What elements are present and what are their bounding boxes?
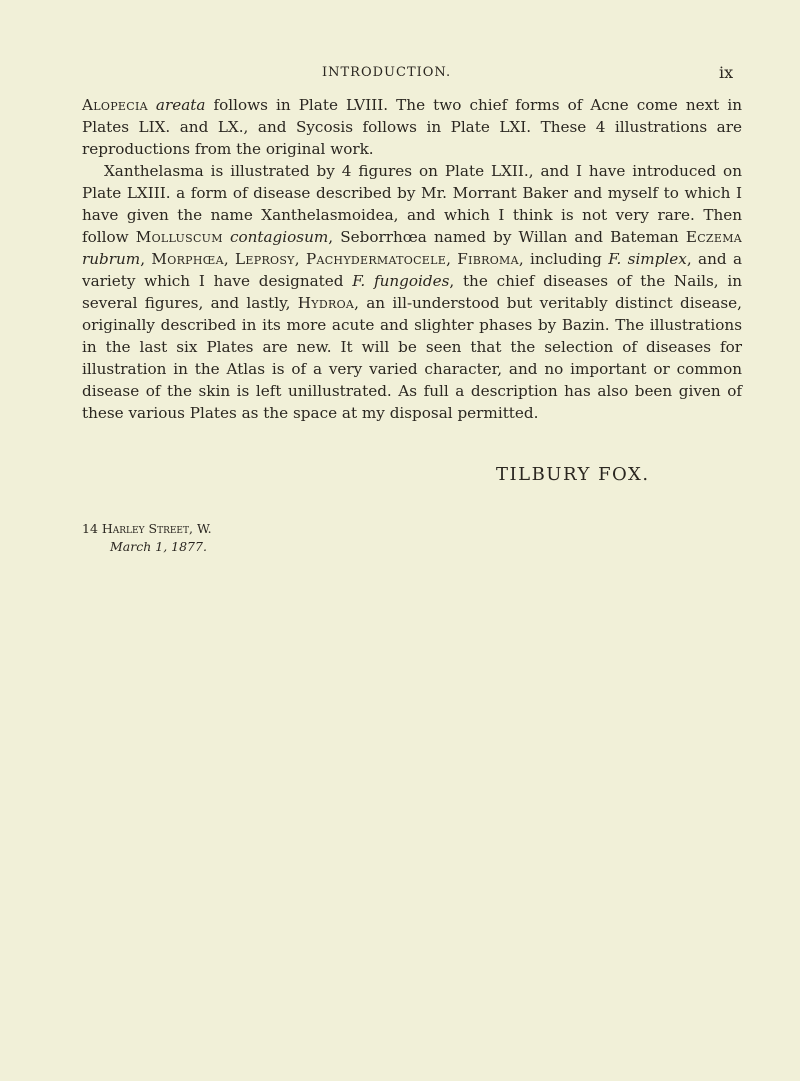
body-text — [82, 94, 742, 424]
paragraph-text: , — [140, 250, 152, 268]
disease-name: Leprosy — [235, 250, 295, 268]
paragraph-text: Xanthelasma is illustrated by 4 figures on Plate LXII., and I have introduced on Plate LXIII. a form of disease described by Mr. Morrant Baker and myself to which I have given the name Xanthelasmoidea, and which I think is not very rare. Then follow — [82, 162, 742, 246]
disease-variant: F. fungoides — [352, 272, 450, 290]
running-title: INTRODUCTION. — [322, 65, 452, 80]
disease-name: Pachydermatocele — [305, 250, 447, 268]
disease-name: Morphœa — [151, 250, 224, 268]
paragraph-text: , — [446, 250, 458, 268]
paragraph-text: , — [294, 250, 306, 268]
paragraph-alopecia — [82, 94, 742, 160]
date-line: March 1, 1877. — [110, 539, 207, 554]
paragraph-xanthelasma — [82, 160, 742, 424]
paragraph-text: , including — [518, 250, 609, 268]
author-signature: TILBURY FOX. — [496, 464, 650, 485]
disease-name: Fibroma — [457, 250, 519, 268]
paragraph-text: , Seborrhœa named by Willan and Bateman — [328, 228, 686, 246]
disease-name: Hydroa — [297, 294, 355, 312]
running-header — [0, 63, 800, 87]
address-block — [82, 520, 212, 556]
disease-variant: areata — [155, 96, 206, 114]
paragraph-text: , an ill-understood but veritably distinct disease, originally described in its more acute and slighter phases by Bazin. The illustrations in the last six Plates are new. It will be seen that the selection of diseases for illustration in the Atlas is of a very varied character, and no important or common disease of the skin is left unillustrated. As full a description has also been given of these various Plates as the space at my disposal permitted. — [82, 294, 742, 422]
paragraph-text: , and a variety which I have designated — [82, 250, 743, 290]
paragraph-text: , — [223, 250, 236, 268]
paragraph-text: , the chief diseases of the Nails, in several figures, and lastly, — [82, 272, 742, 312]
paragraph-text: follows in Plate LVIII. The two chief forms of Acne come next in Plates LIX. and LX., and Sycosis follows in Plate LXI. These 4 illustrations are reproductions from the original work. — [82, 96, 742, 158]
disease-name: Molluscum — [135, 228, 223, 246]
disease-variant: contagiosum — [229, 228, 329, 246]
disease-name: Eczema — [685, 228, 743, 246]
page-number: ix — [719, 63, 734, 82]
disease-name: Alopecia — [82, 96, 148, 114]
disease-variant: F. simplex — [608, 250, 687, 268]
paragraph-text — [148, 96, 156, 114]
street-address: 14 Harley Street, W. — [82, 521, 212, 536]
disease-variant: rubrum — [82, 250, 141, 268]
